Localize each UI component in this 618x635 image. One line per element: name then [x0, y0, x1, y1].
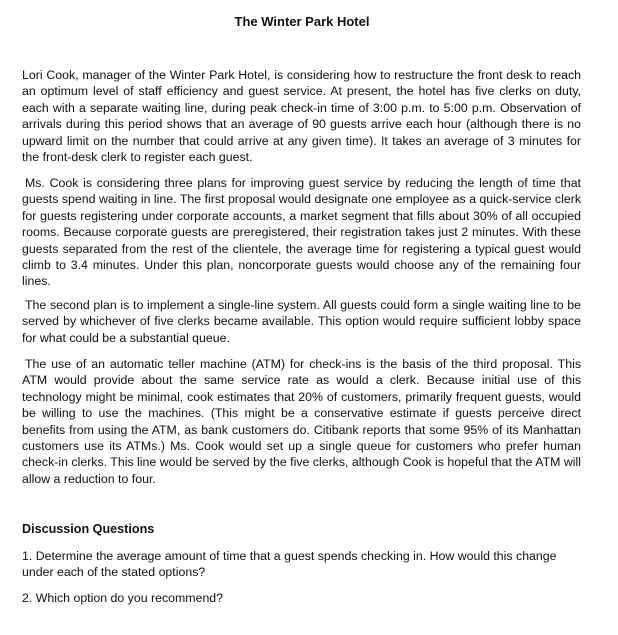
paragraph-first-plan: Ms. Cook is considering three plans for improving guest service by reducing the length of time that guests spend waiting in line. The first proposal would designate one employee as a quick-service clerk for guests registering under corporate accounts, a market segment that fills about 30% of all occupied rooms. Because corporate guests are preregistered, their registration takes just 2 minutes. With these guests separated from the rest of the clientele, the average time for registering a typical guest would climb to 3.4 minutes. Under this plan, noncorporate guests would choose any of the remaining four lines.: [22, 176, 581, 289]
paragraph-second-plan: The second plan is to implement a single-line system. All guests could form a single waiting line to be served by whichever of five clerks became available. This option would require sufficient lobby space for what could be a substantial queue.: [22, 298, 581, 345]
document-title: The Winter Park Hotel: [234, 14, 370, 29]
discussion-question-2: 2. Which option do you recommend?: [22, 591, 224, 605]
paragraph-intro: Lori Cook, manager of the Winter Park Hotel, is considering how to restructure the front desk to reach an optimum level of staff efficiency and guest service. At present, the hotel has five clerks on duty, each with a separate waiting line, during peak check-in time of 3:00 p.m. to 5:00 p.m. Observation of arrivals during this period shows that an average of 90 guests arrive each hour (although there is no upward limit on the number that could arrive at any given time). It takes an average of 3 minutes for the front-desk clerk to register each guest.: [22, 68, 581, 165]
discussion-question-1: 1. Determine the average amount of time that a guest spends checking in. How would this change under each of the stated options?: [22, 549, 557, 580]
paragraph-third-plan: The use of an automatic teller machine (ATM) for check-ins is the basis of the third proposal. This ATM would provide about the same service rate as would a clerk. Because initial use of this technology might be minimal, cook estimates that 20% of customers, primarily frequent guests, would be willing to use the machines. (This might be a conservative estimate if guests perceive direct benefits from using the ATM, as bank customers do. Citibank reports that some 95% of its Manhattan customers use its ATMs.) Ms. Cook would set up a single queue for customers who prefer human check-in clerks. This line would be served by the five clerks, although Cook is hopeful that the ATM will allow a reduction to four.: [22, 357, 581, 486]
discussion-heading: Discussion Questions: [22, 522, 155, 536]
